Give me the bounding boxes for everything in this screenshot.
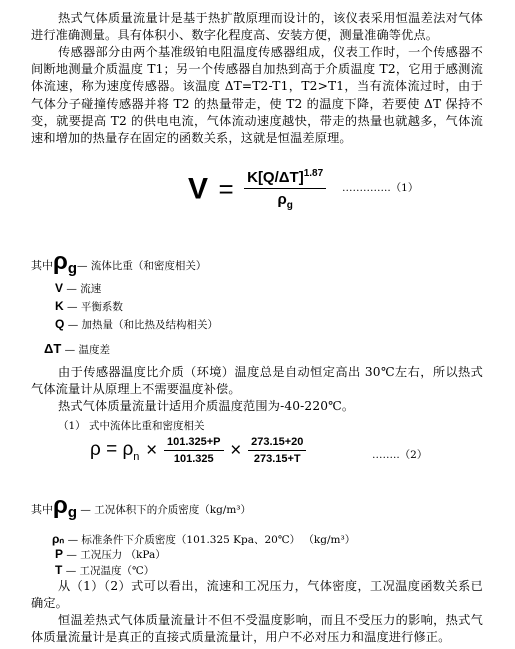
def-symbol: K	[55, 299, 64, 313]
def-rho-text: — 流体比重（和密度相关）	[77, 260, 207, 272]
formula-2-lhs-text: ρ = ρ	[90, 438, 134, 460]
def-k	[55, 299, 123, 314]
formula-2-f2-num: 273.15+20	[248, 436, 306, 451]
paragraph-intro: 热式气体质量流量计是基于热扩散原理而设计的，该仪表采用恒温差法对气体进行准确测量。具有体积小、数字化程度高、安装方便，测量准确等优点。	[31, 11, 483, 43]
def2-symbol: P	[55, 547, 64, 561]
formula-2-lhs	[90, 438, 140, 463]
def-intro: 其中	[31, 259, 53, 272]
formula-1	[188, 168, 326, 211]
paragraph-summary: 恒温差热式气体质量流量计不但不受温度影响，而且不受压力的影响，热式气体质量流量计是真正的直接式质量流量计，用户不必对压力和温度进行修正。	[31, 613, 483, 645]
def2-symbol: ρₙ	[52, 532, 65, 546]
formula-1-denominator	[277, 189, 292, 211]
formula-1-equals: =	[218, 174, 234, 204]
formula-2-lhs-sub: n	[133, 450, 140, 463]
formula-1-fraction	[244, 168, 326, 211]
formula-1-number: …………..（1）	[342, 182, 419, 194]
def2-text: — 工况压力 （kPa）	[66, 549, 166, 561]
def-text: — 平衡系数	[67, 301, 123, 313]
def-text: — 加热量（和比热及结构相关）	[67, 319, 219, 331]
paragraph-conclusion: 从（1）（2）式可以看出，流速和工况压力，气体密度，工况温度函数关系已确定。	[31, 579, 483, 611]
formula-2-f1-den: 101.325	[173, 453, 214, 465]
rho-symbol	[53, 248, 77, 275]
paragraph-temp-comp: 由于传感器温度比介质（环境）温度总是自动恒定高出 30℃左右，所以热式气体流量计从原理上不需要温度补偿。	[31, 365, 483, 397]
def-delta-t	[44, 341, 110, 357]
def2-intro: 其中	[31, 503, 53, 516]
def-v	[55, 281, 101, 296]
paragraph-range: 热式气体质量流量计适用介质温度范围为-40-220℃。	[58, 399, 355, 413]
formula-1-numerator	[244, 168, 326, 189]
formula-2-f2-den: 273.15+T	[253, 453, 301, 465]
formula-1-exponent: 1.87	[303, 168, 324, 179]
def-text: — 流速	[66, 283, 102, 295]
formula-2-fraction-1	[164, 436, 224, 465]
formula-2-f1-num: 101.325+P	[164, 436, 224, 451]
def-p	[55, 547, 166, 562]
formula-2-number: ……..（2）	[372, 449, 428, 461]
rho-sub-2: g	[67, 504, 78, 521]
paragraph-sensor: 传感器部分由两个基准级铂电阻温度传感器组成，仪表工作时，一个传感器不间断地测量介质温度 T1；另一个传感器自加热到高于介质温度 T2，它用于感测流体流速，称为速度传感器。该温度 ΔT=T2-T1，T2>T1，当有流体流过时，由于气体分子碰撞传感器并将 T2 的热量带走，使 T2 的温度下降，若要使 ΔT 保持不变，就要提高 T2 的供电电流，气体流动速度越快，带走的热量也就越多，气体流速和增加的热量存在固定的函数关系，这就是恒温差原理。	[31, 45, 483, 146]
def-q	[55, 317, 218, 332]
rho-sub: g	[67, 260, 78, 277]
rho-symbol-2	[53, 492, 77, 519]
formula-2-fraction-2	[248, 436, 306, 465]
def2-text: — 工况温度（℃）	[65, 565, 155, 577]
def-symbol: V	[55, 281, 64, 295]
def-rho-g	[31, 248, 206, 277]
formula-2-times-2: ×	[230, 439, 242, 461]
formula-1-rho: ρ	[277, 191, 287, 208]
def-symbol: ΔT	[44, 341, 62, 356]
formula-1-numerator-text: K[Q/ΔT]	[247, 169, 304, 186]
section-heading: （1） 式中流体比重和密度相关	[58, 420, 205, 432]
def-t	[55, 563, 154, 578]
def-symbol: Q	[55, 317, 65, 331]
def-text: — 温度差	[64, 344, 110, 356]
formula-2-times-1: ×	[146, 439, 158, 461]
rho-char: ρ	[53, 248, 68, 275]
formula-2	[90, 436, 306, 465]
def2-rho-text: — 工况体积下的介质密度（kg/m³）	[80, 504, 251, 516]
def2-symbol: T	[55, 563, 63, 577]
formula-1-rho-sub: g	[286, 200, 293, 211]
def2-text: — 标准条件下介质密度（101.325 Kpa、20℃） （kg/m³）	[67, 534, 356, 546]
def-rho-n	[52, 532, 355, 547]
rho-char-2: ρ	[53, 492, 68, 519]
formula-1-lhs: V	[188, 172, 209, 206]
def-rho-g-2	[31, 492, 251, 521]
